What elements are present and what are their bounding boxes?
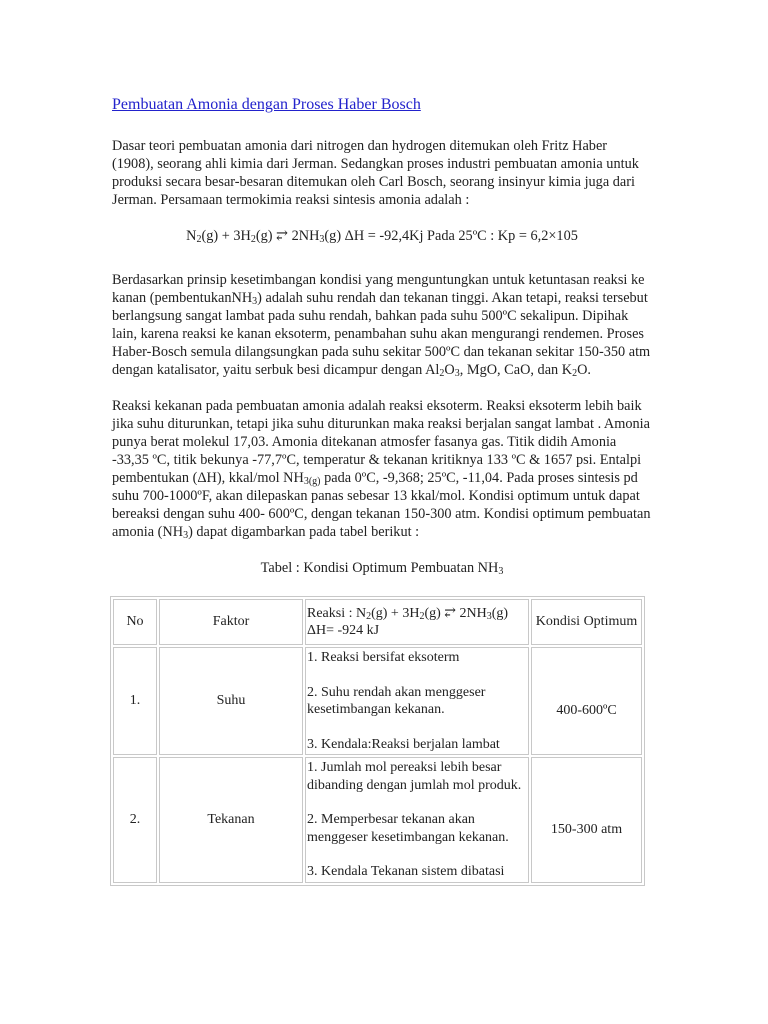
header-reaksi-sub3: 3 xyxy=(486,610,492,622)
header-reaksi-d: (g) ΔH= -924 kJ xyxy=(307,605,509,638)
row-kondisi: 400-600ºC xyxy=(531,647,642,755)
row-point: 1. Reaksi bersifat eksoterm xyxy=(307,650,460,665)
eq-part-rest: (g) ΔH = -92,4Kj Pada 25ºC : Kp = 6,2×105 xyxy=(324,228,578,244)
row-point: 2. Memperbesar tekanan akan menggeser kesetimbangan kekanan. xyxy=(307,812,509,845)
row-faktor: Suhu xyxy=(159,647,303,755)
optimum-conditions-table xyxy=(110,596,645,886)
row-point: 3. Kendala Tekanan sistem dibatasi xyxy=(307,864,505,879)
p3-c: ) dapat digambarkan pada tabel berikut : xyxy=(188,524,420,540)
eq-sub-n: 2 xyxy=(196,234,202,245)
row-no: 2. xyxy=(113,757,157,883)
table-row xyxy=(113,757,642,883)
equation-haber xyxy=(112,227,652,245)
row-faktor: Tekanan xyxy=(159,757,303,883)
header-reaksi xyxy=(305,599,529,645)
p3-b: pada 0ºC, -9,368; 25ºC, -11,04. Pada proses sintesis pd suhu 700-1000ºF, akan dilepaskan panas sebesar 13 kkal/mol. Kondisi optimum untuk dapat bereaksi dengan suhu 400- 600ºC, dengan tekanan 150-300 atm. Kondisi optimum pembuatan amonia (NH xyxy=(112,470,651,540)
p3-a: Reaksi kekanan pada pembuatan amonia adalah reaksi eksoterm. Reaksi eksoterm lebih baik jika suhu diturunkan, tetapi jika suhu diturunkan maka reaksi berjalan sangat lambat . Amonia punya berat molekul 17,03. Amonia ditekanan atmosfer fasanya gas. Titik didih Amonia -33,35 ºC, titik bekunya -77,7ºC, temperatur & tekanan kritiknya 133 ºC & 1657 psi. Entalpi pembentukan (ΔH), kkal/mol NH xyxy=(112,398,650,486)
table-caption xyxy=(112,559,652,577)
p2-c: O xyxy=(444,362,455,378)
header-reaksi-b: (g) + 3H xyxy=(371,605,420,621)
row-reaksi xyxy=(305,647,529,755)
header-reaksi-c: (g) ⥂ 2NH xyxy=(424,605,487,621)
caption-sub: 3 xyxy=(498,566,504,577)
header-faktor: Faktor xyxy=(159,599,303,645)
table-header-row xyxy=(113,599,642,645)
caption-text: Tabel : Kondisi Optimum Pembuatan NH xyxy=(260,560,499,576)
row-kondisi: 150-300 atm xyxy=(531,757,642,883)
p2-e: O. xyxy=(577,362,591,378)
paragraph-intro: Dasar teori pembuatan amonia dari nitrogen dan hydrogen ditemukan oleh Fritz Haber (1908), seorang ahli kimia dari Jerman. Sedangkan proses industri pembuatan amonia untuk produksi secara besar-besaran ditemukan oleh Carl Bosch, seorang insinyur kimia juga dari Jerman. Persamaan termokimia reaksi sintesis amonia adalah : xyxy=(112,138,639,208)
row-point: 3. Kendala:Reaksi berjalan lambat xyxy=(307,736,500,752)
paragraph-equilibrium xyxy=(112,271,652,379)
header-no: No xyxy=(113,599,157,645)
header-reaksi-a: Reaksi : N xyxy=(307,605,367,621)
table-row xyxy=(113,647,642,755)
p2-c-sub: 3 xyxy=(454,368,460,379)
eq-sub-h: 2 xyxy=(250,234,256,245)
p3-a-sub: 3(g) xyxy=(303,476,321,487)
page-title[interactable]: Pembuatan Amonia dengan Proses Haber Bosch xyxy=(112,96,421,113)
header-reaksi-sub1: 2 xyxy=(366,610,372,622)
eq-sub-nh: 3 xyxy=(319,234,325,245)
p2-d-sub: 2 xyxy=(572,368,578,379)
p2-a-sub: 3 xyxy=(252,296,258,307)
header-reaksi-sub2: 2 xyxy=(419,610,425,622)
p2-d: , MgO, CaO, dan K xyxy=(459,362,573,378)
document-page xyxy=(112,95,652,886)
row-reaksi xyxy=(305,757,529,883)
row-point: 1. Jumlah mol pereaksi lebih besar dibanding dengan jumlah mol produk. xyxy=(307,760,522,793)
row-no: 1. xyxy=(113,647,157,755)
eq-part-plus-h: (g) + 3H xyxy=(201,228,251,244)
row-point: 2. Suhu rendah akan menggeser kesetimbangan kekanan. xyxy=(307,684,486,717)
p2-b: ) adalah suhu rendah dan tekanan tinggi. Akan tetapi, reaksi tersebut berlangsung sangat lambat pada suhu rendah, bahkan pada suhu 500ºC sekalipun. Dipihak lain, karena reaksi ke kanan eksoterm, penambahan suhu akan mengurangi rendemen. Proses Haber-Bosch semula dilangsungkan pada suhu sekitar 500ºC dan tekanan sekitar 150-350 atm dengan katalisator, yaitu serbuk besi dicampur dengan Al xyxy=(112,290,651,378)
p2-a: Berdasarkan prinsip kesetimbangan kondisi yang menguntungkan untuk ketuntasan reaksi ke kanan (pembentukanNH xyxy=(112,272,645,306)
paragraph-properties xyxy=(112,397,652,541)
eq-part-arrow: (g) ⥂ 2NH xyxy=(255,228,320,244)
header-kondisi: Kondisi Optimum xyxy=(531,599,642,645)
p3-b-sub: 3 xyxy=(183,530,189,541)
eq-part-n: N xyxy=(186,228,197,244)
p2-b-sub: 2 xyxy=(439,368,445,379)
